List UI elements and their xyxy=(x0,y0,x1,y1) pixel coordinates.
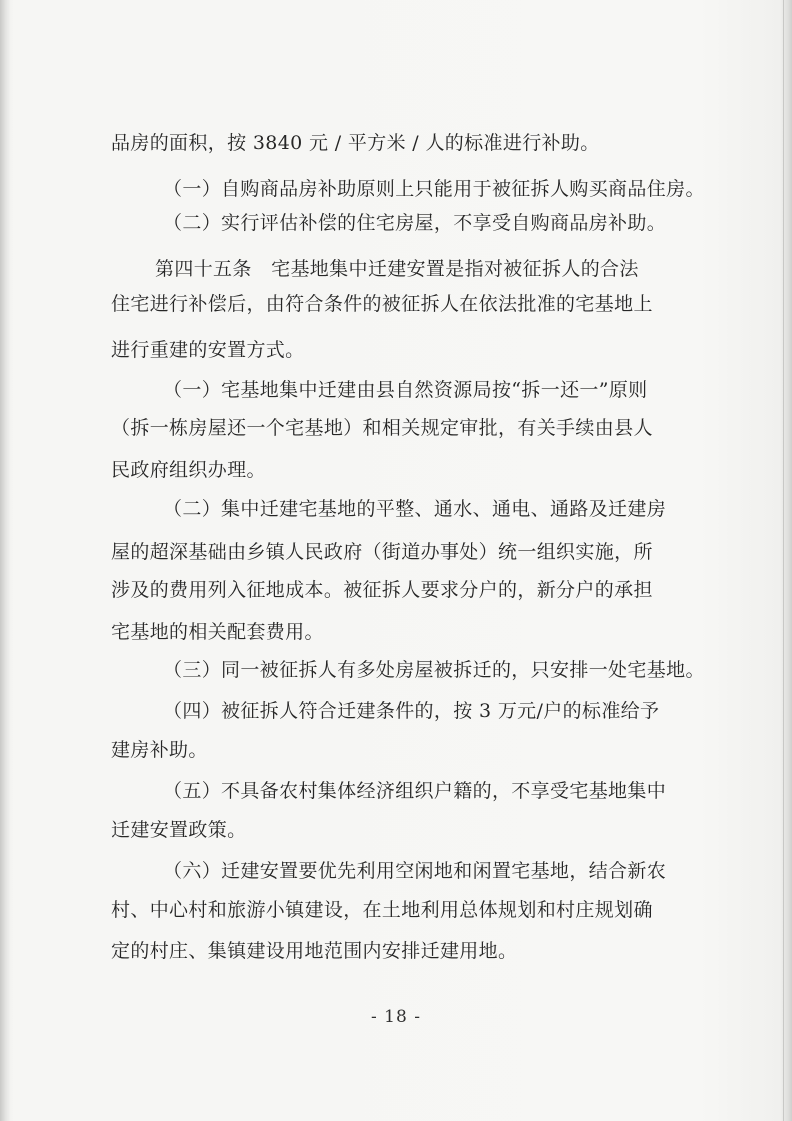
scan-edge-left xyxy=(0,0,10,1121)
body-line-6: 进行重建的安置方式。 xyxy=(111,339,305,361)
page-number: - 18 - xyxy=(371,1007,421,1027)
body-line-5: 住宅进行补偿后，由符合条件的被征拆人在依法批准的宅基地上 xyxy=(111,293,653,315)
scan-edge-right xyxy=(780,0,792,1121)
body-line-16: 建房补助。 xyxy=(111,739,208,761)
body-line-2: （一）自购商品房补助原则上只能用于被征拆人购买商品住房。 xyxy=(163,178,705,200)
body-line-3: （二）实行评估补偿的住宅房屋，不享受自购商品房补助。 xyxy=(163,212,667,234)
body-line-15: （四）被征拆人符合迁建条件的，按 3 万元/户的标准给予 xyxy=(163,700,660,722)
body-line-9: 民政府组织办理。 xyxy=(111,459,266,481)
body-line-10: （二）集中迁建宅基地的平整、通水、通电、通路及迁建房 xyxy=(163,498,667,520)
page-fold-line xyxy=(783,0,784,1121)
body-line-7: （一）宅基地集中迁建由县自然资源局按“拆一还一”原则 xyxy=(163,379,648,401)
body-line-21: 定的村庄、集镇建设用地范围内安排迁建用地。 xyxy=(111,940,518,962)
body-line-8: （拆一栋房屋还一个宅基地）和相关规定审批，有关手续由县人 xyxy=(111,417,653,439)
body-line-14: （三）同一被征拆人有多处房屋被拆迁的，只安排一处宅基地。 xyxy=(163,659,705,681)
body-line-18: 迁建安置政策。 xyxy=(111,819,247,841)
body-line-17: （五）不具备农村集体经济组织户籍的，不享受宅基地集中 xyxy=(163,780,667,802)
body-line-12: 涉及的费用列入征地成本。被征拆人要求分户的，新分户的承担 xyxy=(111,579,653,601)
body-line-13: 宅基地的相关配套费用。 xyxy=(111,621,324,643)
body-line-11: 屋的超深基础由乡镇人民政府（街道办事处）统一组织实施，所 xyxy=(111,541,653,563)
article-45-heading-line: 第四十五条 宅基地集中迁建安置是指对被征拆人的合法 xyxy=(155,258,639,280)
body-line-1: 品房的面积，按 3840 元 / 平方米 / 人的标准进行补助。 xyxy=(111,132,600,154)
body-line-20: 村、中心村和旅游小镇建设，在土地利用总体规划和村庄规划确 xyxy=(111,899,653,921)
body-line-19: （六）迁建安置要优先利用空闲地和闲置宅基地，结合新农 xyxy=(163,860,667,882)
